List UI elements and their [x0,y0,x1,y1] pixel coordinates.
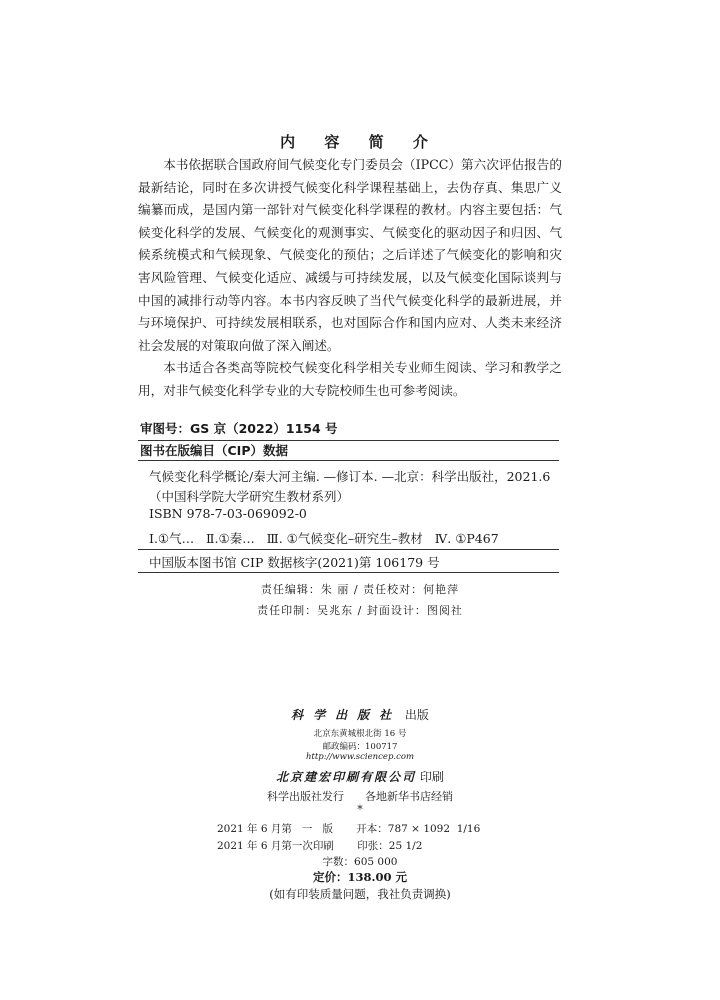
separator-star: * [357,803,363,816]
cip-heading: 图书在版编目（CIP）数据 [140,443,288,458]
publisher-address: 北京东黄城根北街 16 号 [313,729,407,739]
staff-line-2: 责任印制：吴兆东 / 封面设计：图阅社 [257,604,463,617]
publisher-line [0,706,720,723]
distribution-line: 科学出版社发行 各地新华书店经销 [267,790,453,803]
cip-line-2: （中国科学院大学研究生教材系列） [149,489,350,504]
word-count: 字数：605 000 [322,856,398,868]
map-review-number: 审图号：GS 京（2022）1154 号 [140,421,338,436]
publisher-name: 科学出版社 [291,708,402,722]
summary-paragraph-1: 本书依据联合国政府间气候变化专门委员会（IPCC）第六次评估报告的最新结论，同时在多次讲授气候变化科学课程基础上，去伪存真、集思广义编纂而成，是国内第一部针对气候变化科学课程的教材。内容主要包括：气候变化科学的发展、气候变化的观测事实、气候变化的驱动因子和归因、气候系统模式和气候现象、气候变化的预估；之后详述了气候变化的影响和灾害风险管理、气候变化适应、减缓与可持续发展，以及气候变化国际谈判与中国的减排行动等内容。本书内容反映了当代气候变化科学的最新进展，并与环境保护、可持续发展相联系，也对国际合作和国内应对、人类未来经济社会发展的对策取向做了深入阐述。 [138,157,562,353]
publisher-suffix: 出版 [404,708,429,722]
cip-line-1: 气候变化科学概论/秦大河主编. —修订本. —北京：科学出版社，2021.6 [149,469,551,484]
cip-number: 中国版本图书馆 CIP 数据核字(2021)第 106179 号 [149,555,440,570]
summary-text [138,154,562,403]
printer-name: 北京建宏印刷有限公司 [276,770,417,784]
cip-isbn: ISBN 978-7-03-069092-0 [149,506,307,521]
cip-heading-rule [138,460,559,461]
cip-bottom-rule [138,572,559,573]
cip-mid-rule [138,549,559,550]
price: 定价：138.00 元 [312,870,407,884]
publisher-postcode: 邮政编码：100717 [322,742,398,752]
printer-line [0,768,720,785]
quality-note: (如有印装质量问题，我社负责调换) [269,887,451,901]
edition-row-2: 2021 年 6 月第一次印刷 印张：25 1/2 [217,840,423,852]
summary-paragraph-2: 本书适合各类高等院校气候变化科学相关专业师生阅读、学习和教学之用，对非气候变化科学专业的大专院校师生也可参考阅读。 [138,360,562,398]
printer-suffix: 印刷 [419,770,444,784]
cip-classification: Ⅰ.①气… Ⅱ.①秦… Ⅲ. ①气候变化–研究生–教材 Ⅳ. ①P467 [149,531,499,546]
edition-row-1: 2021 年 6 月第 一 版 开本：787 × 1092 1/16 [217,823,481,835]
section-title: 内 容 简 介 [280,133,440,151]
staff-line-1: 责任编辑：朱 丽 / 责任校对：何艳萍 [260,583,460,596]
publisher-url: http://www.sciencep.com [305,752,415,762]
